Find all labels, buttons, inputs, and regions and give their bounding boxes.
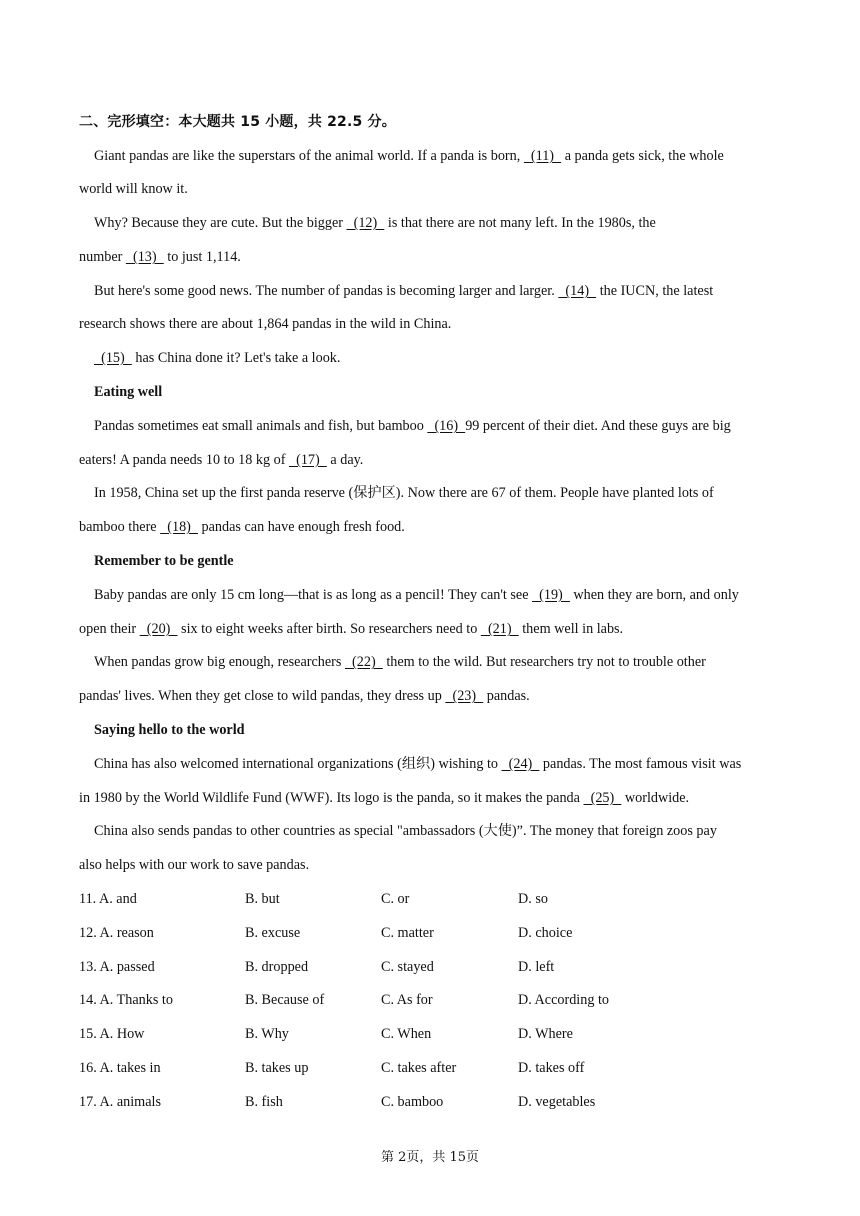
passage-text: eaters! A panda needs 10 to 18 kg of xyxy=(79,452,286,468)
passage-line xyxy=(79,619,799,639)
option-c: C. takes after xyxy=(381,1060,457,1076)
passage-text: a day. xyxy=(330,452,364,468)
question-row xyxy=(79,1092,799,1112)
passage-text: Pandas sometimes eat small animals and fish, but bamboo xyxy=(94,418,424,434)
passage-line xyxy=(94,146,814,166)
passage-text: open their xyxy=(79,621,137,637)
option-b: B. but xyxy=(245,891,280,907)
blank-23: (23) xyxy=(445,688,484,704)
option-b: B. excuse xyxy=(245,925,301,941)
passage-line xyxy=(79,247,799,267)
option-c: C. When xyxy=(381,1026,432,1042)
passage-text: the IUCN, the latest xyxy=(599,283,714,299)
option-d: D. left xyxy=(518,959,555,975)
passage-line xyxy=(79,450,799,470)
passage-text: worldwide. xyxy=(624,790,690,806)
option-a: 17. A. animals xyxy=(79,1094,161,1110)
passage-text: Why? Because they are cute. But the bigger xyxy=(94,215,343,231)
passage-text: to just 1,114. xyxy=(167,249,241,265)
passage-text: 99 percent of their diet. And these guys are big xyxy=(465,418,731,434)
question-row xyxy=(79,923,799,943)
passage-text: also helps with our work to save pandas. xyxy=(79,857,310,873)
option-b: B. takes up xyxy=(245,1060,309,1076)
passage-text: pandas. xyxy=(486,688,530,704)
option-a: 11. A. and xyxy=(79,891,137,907)
option-c: C. matter xyxy=(381,925,434,941)
passage-line xyxy=(94,416,814,436)
passage-text: In 1958, China set up the first panda reserve (保护区). Now there are 67 of them. People have planted lots of xyxy=(94,485,714,501)
passage-text: research shows there are about 1,864 pandas in the wild in China. xyxy=(79,316,452,332)
passage-text: China also sends pandas to other countries as special "ambassadors (大使)”. The money that foreign zoos pay xyxy=(94,823,717,839)
blank-24: (24) xyxy=(501,756,540,772)
question-row xyxy=(79,957,799,977)
blank-20: (20) xyxy=(139,621,178,637)
subheading-remember-gentle: Remember to be gentle xyxy=(94,553,234,569)
option-a: 16. A. takes in xyxy=(79,1060,161,1076)
option-b: B. dropped xyxy=(245,959,309,975)
blank-16: (16) xyxy=(427,418,466,434)
blank-14: (14) xyxy=(558,283,597,299)
option-c: C. stayed xyxy=(381,959,434,975)
passage-text: Baby pandas are only 15 cm long—that is as long as a pencil! They can't see xyxy=(94,587,529,603)
blank-15: (15) xyxy=(94,350,132,366)
option-d: D. Where xyxy=(518,1026,573,1042)
passage-text: has China done it? Let's take a look. xyxy=(135,350,341,366)
passage-line xyxy=(94,281,814,301)
option-b: B. Why xyxy=(245,1026,289,1042)
passage-text: a panda gets sick, the whole xyxy=(564,148,724,164)
passage-line xyxy=(79,855,799,875)
passage-text: them well in labs. xyxy=(522,621,624,637)
passage-text: Giant pandas are like the superstars of the animal world. If a panda is born, xyxy=(94,148,521,164)
option-a: 15. A. How xyxy=(79,1026,145,1042)
passage-line xyxy=(94,348,814,368)
passage-line xyxy=(94,652,814,672)
option-b: B. fish xyxy=(245,1094,283,1110)
blank-25: (25) xyxy=(583,790,622,806)
question-row xyxy=(79,889,799,909)
passage-line xyxy=(94,585,814,605)
passage-line xyxy=(79,179,799,199)
blank-13: (13) xyxy=(125,249,164,265)
option-b: B. Because of xyxy=(245,992,325,1008)
option-a: 13. A. passed xyxy=(79,959,155,975)
passage-line xyxy=(94,483,814,503)
passage-text: them to the wild. But researchers try not to trouble other xyxy=(386,654,706,670)
passage-text: is that there are not many left. In the 1980s, the xyxy=(387,215,656,231)
passage-text: in 1980 by the World Wildlife Fund (WWF). Its logo is the panda, so it makes the panda xyxy=(79,790,580,806)
passage-line xyxy=(79,314,799,334)
passage-line xyxy=(94,754,814,774)
blank-17: (17) xyxy=(289,452,327,468)
blank-22: (22) xyxy=(344,654,383,670)
passage-line xyxy=(94,821,814,841)
blank-11: (11) xyxy=(523,148,562,164)
option-d: D. takes off xyxy=(518,1060,585,1076)
passage-text: But here's some good news. The number of pandas is becoming larger and larger. xyxy=(94,283,555,299)
passage-text: world will know it. xyxy=(79,181,188,197)
option-a: 14. A. Thanks to xyxy=(79,992,173,1008)
question-row xyxy=(79,990,799,1010)
question-row xyxy=(79,1024,799,1044)
blank-18: (18) xyxy=(160,519,198,535)
passage-text: China has also welcomed international organizations (组织) wishing to xyxy=(94,756,498,772)
question-row xyxy=(79,1058,799,1078)
passage-text: bamboo there xyxy=(79,519,157,535)
passage-line xyxy=(79,788,799,808)
option-d: D. choice xyxy=(518,925,573,941)
passage-text: six to eight weeks after birth. So researchers need to xyxy=(181,621,478,637)
passage-line xyxy=(79,686,799,706)
section-title: 二、完形填空：本大题共 15 小题，共 22.5 分。 xyxy=(79,114,396,130)
subheading-saying-hello: Saying hello to the world xyxy=(94,722,245,738)
passage-text: number xyxy=(79,249,123,265)
option-c: C. As for xyxy=(381,992,433,1008)
option-c: C. bamboo xyxy=(381,1094,444,1110)
passage-text: When pandas grow big enough, researchers xyxy=(94,654,342,670)
blank-12: (12) xyxy=(346,215,385,231)
passage-text: pandas can have enough fresh food. xyxy=(201,519,405,535)
passage-text: pandas' lives. When they get close to wild pandas, they dress up xyxy=(79,688,442,704)
passage-text: when they are born, and only xyxy=(573,587,739,603)
option-d: D. vegetables xyxy=(518,1094,596,1110)
blank-21: (21) xyxy=(480,621,519,637)
option-c: C. or xyxy=(381,891,410,907)
option-d: D. so xyxy=(518,891,548,907)
page-footer: 第 2页，共 15页 xyxy=(380,1150,480,1165)
passage-line xyxy=(79,517,799,537)
option-d: D. According to xyxy=(518,992,610,1008)
blank-19: (19) xyxy=(532,587,570,603)
subheading-eating-well: Eating well xyxy=(94,384,163,400)
option-a: 12. A. reason xyxy=(79,925,154,941)
passage-text: pandas. The most famous visit was xyxy=(542,756,742,772)
passage-line xyxy=(94,213,814,233)
